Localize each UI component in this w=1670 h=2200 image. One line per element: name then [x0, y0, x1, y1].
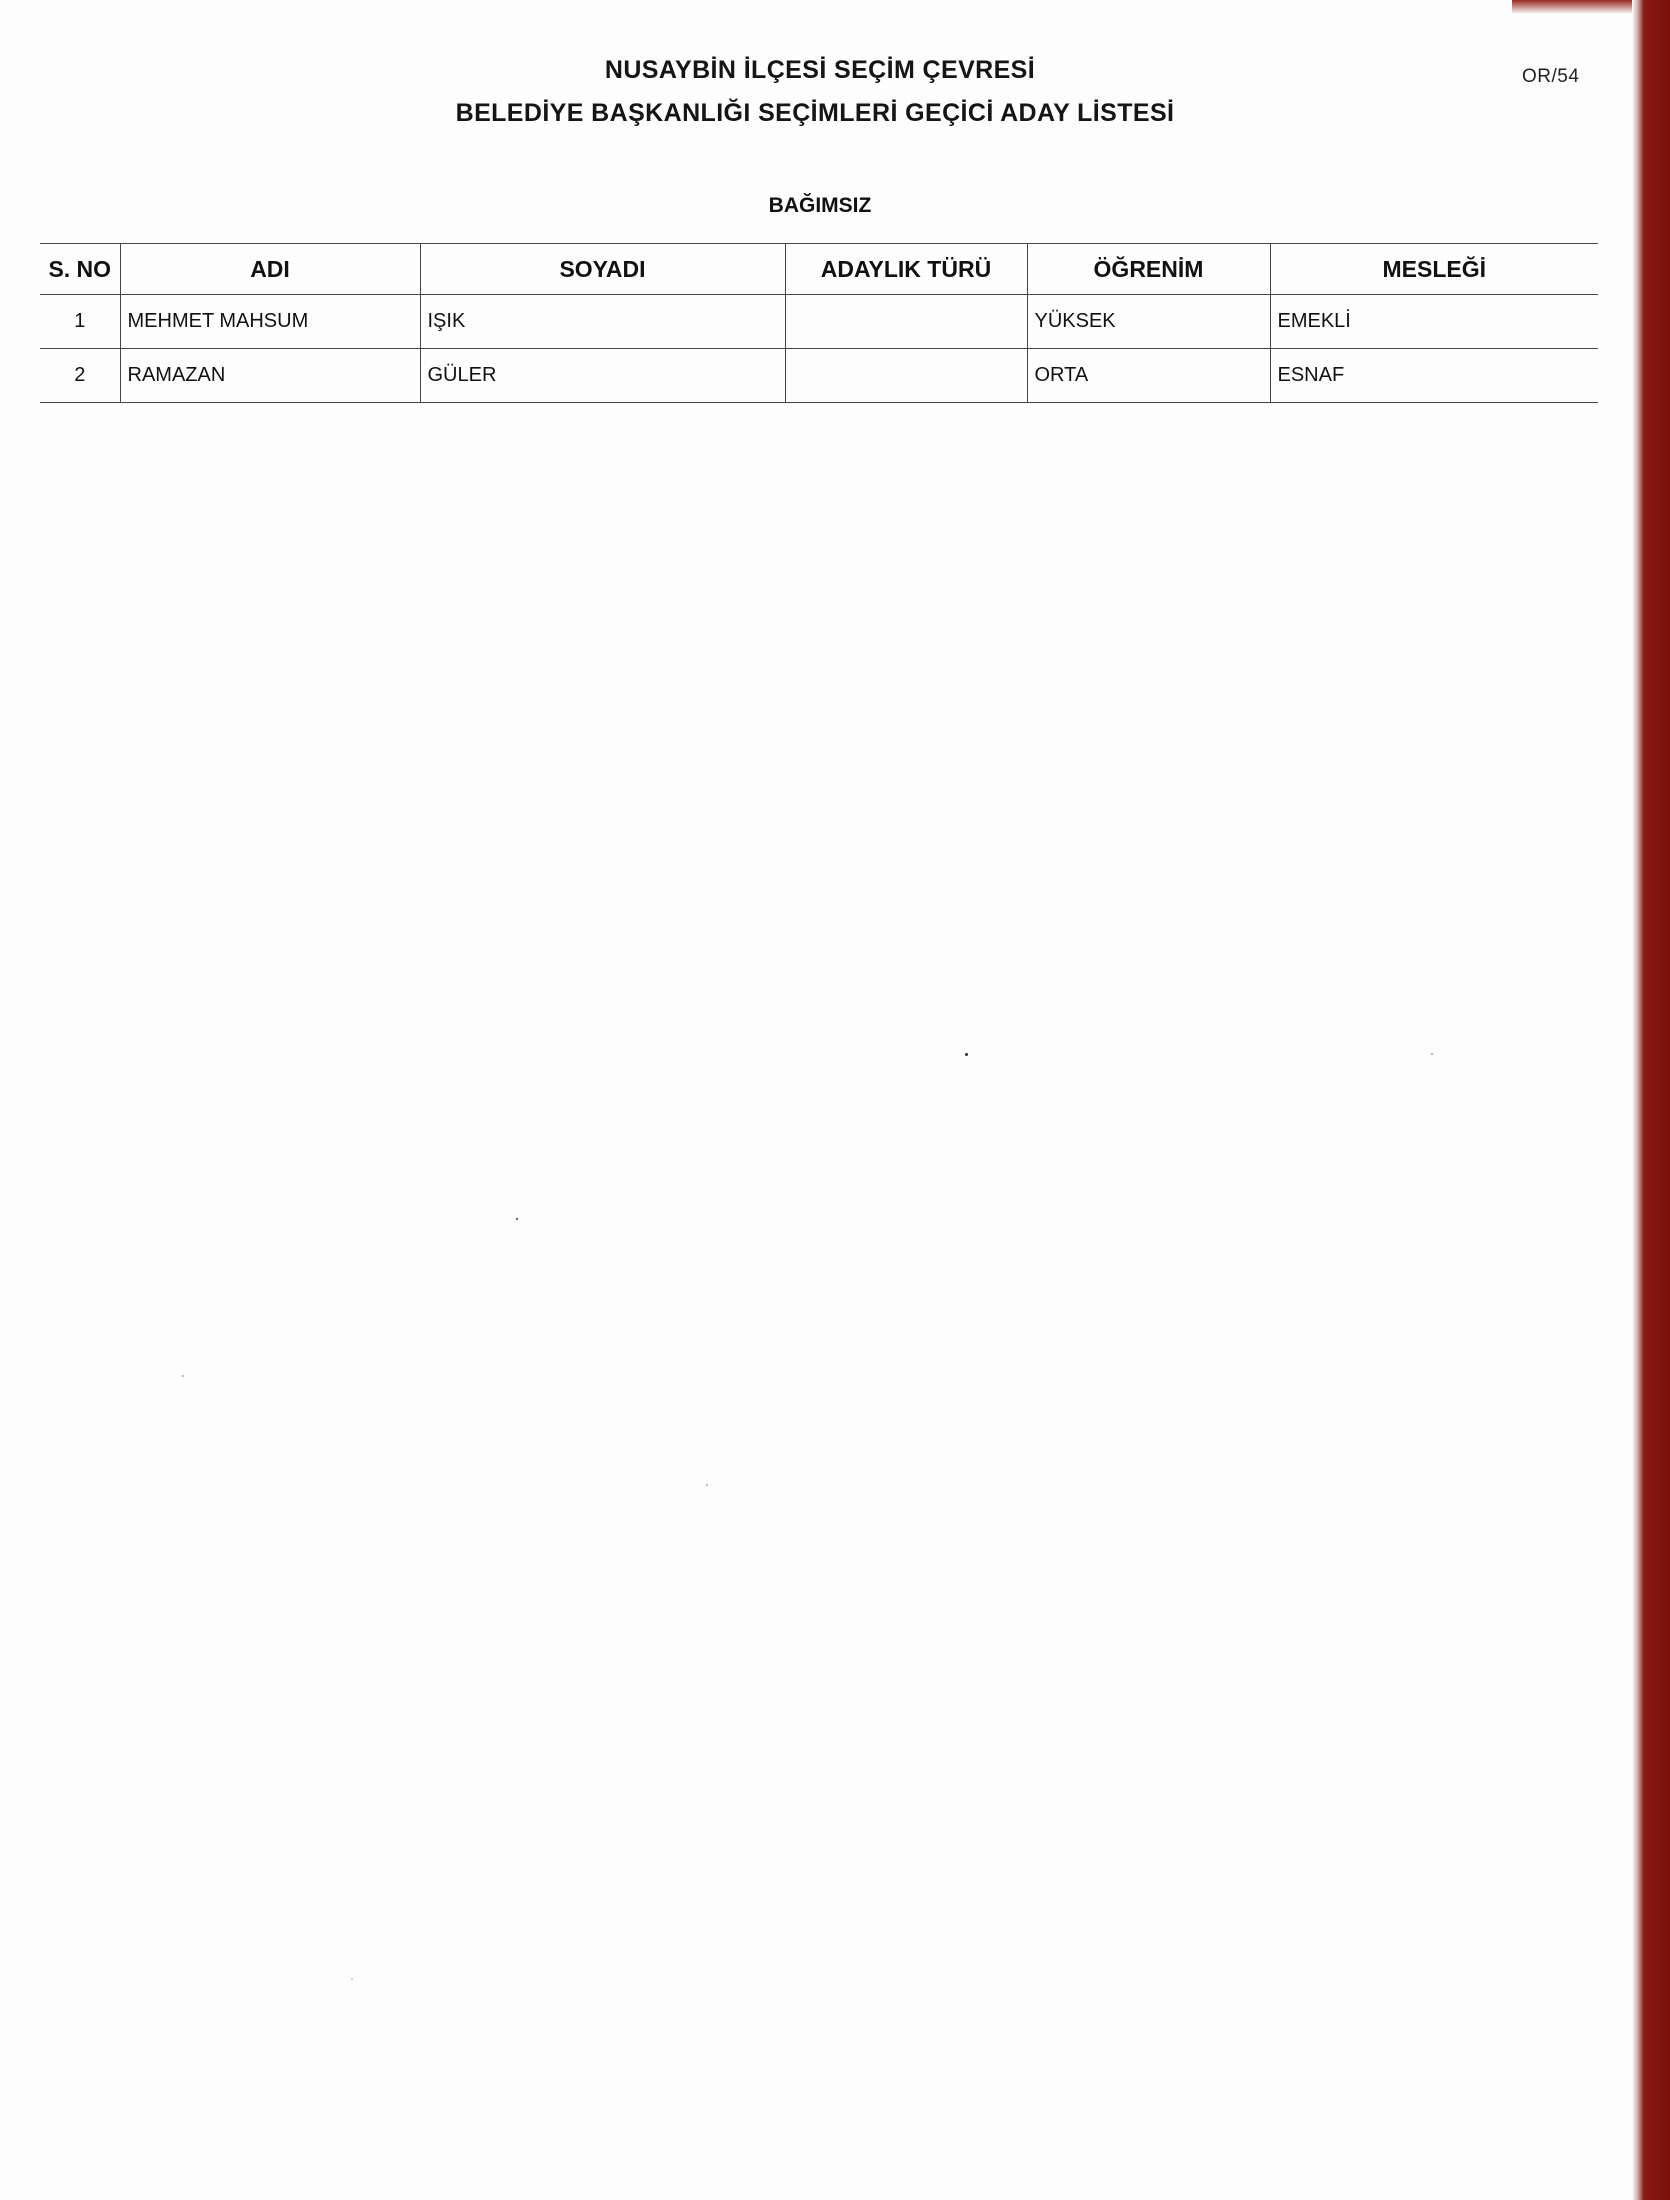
scan-speck [516, 1218, 518, 1220]
column-header-candidacy-type: ADAYLIK TÜRÜ [785, 244, 1027, 295]
scan-speck [182, 1375, 184, 1377]
scan-speck [1431, 1053, 1433, 1055]
paper-edge-top [1512, 0, 1632, 14]
cell-occupation: EMEKLİ [1270, 295, 1598, 349]
column-header-name: ADI [120, 244, 420, 295]
cell-surname: IŞIK [420, 295, 785, 349]
column-header-sno: S. NO [40, 244, 120, 295]
section-heading: BAĞIMSIZ [768, 194, 872, 217]
scan-speck [965, 1053, 968, 1056]
cell-candidacy-type [785, 295, 1027, 349]
table-row [40, 349, 1598, 403]
document-code: OR/54 [1522, 66, 1580, 87]
scan-speck [351, 1978, 353, 1980]
document-title-line1: NUSAYBİN İLÇESİ SEÇİM ÇEVRESİ [604, 56, 1036, 84]
candidate-table [40, 243, 1598, 403]
table-row [40, 295, 1598, 349]
cell-name: MEHMET MAHSUM [120, 295, 420, 349]
cell-education: ORTA [1027, 349, 1270, 403]
column-header-occupation: MESLEĞİ [1270, 244, 1598, 295]
table-header-row [40, 244, 1598, 295]
cell-occupation: ESNAF [1270, 349, 1598, 403]
column-header-education: ÖĞRENİM [1027, 244, 1270, 295]
cell-candidacy-type [785, 349, 1027, 403]
scan-speck [706, 1484, 708, 1486]
document-title-line2: BELEDİYE BAŞKANLIĞI SEÇİMLERİ GEÇİCİ ADAY LİSTESİ [455, 99, 1175, 127]
cell-education: YÜKSEK [1027, 295, 1270, 349]
paper-edge [1632, 0, 1670, 2200]
cell-name: RAMAZAN [120, 349, 420, 403]
cell-sno: 1 [40, 295, 120, 349]
cell-surname: GÜLER [420, 349, 785, 403]
column-header-surname: SOYADI [420, 244, 785, 295]
cell-sno: 2 [40, 349, 120, 403]
